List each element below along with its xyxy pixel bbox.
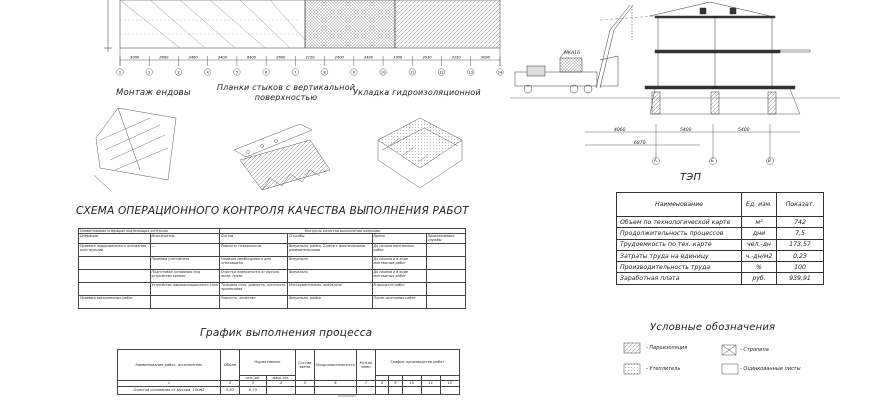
dimension-label: 3150 — [305, 55, 315, 60]
schedule-col-crew: Состав звена — [295, 350, 314, 381]
schedule-index-cell: 1 — [118, 381, 221, 386]
rafters-swatch — [722, 345, 736, 355]
tep-name: Затраты труда на единицу — [617, 250, 742, 261]
schedule-col-shifts: Кол-во смен — [356, 350, 375, 381]
vapor-barrier-swatch — [624, 343, 640, 353]
dimension-label: 3300 — [393, 55, 403, 60]
schedule-cell — [421, 386, 440, 394]
schedule-index-cell: 2 — [221, 381, 240, 386]
control-cell: Очистка поверхности от мусора, пыли, грязи — [220, 269, 288, 282]
section-dim-b: 5400 — [680, 128, 692, 133]
control-cell: Наличие необходимого для огнезащиты — [220, 256, 288, 269]
control-cell — [426, 243, 465, 256]
dimension-label: 3090 — [130, 55, 140, 60]
tep-row — [617, 262, 824, 273]
schedule-cell — [440, 386, 459, 394]
control-row — [79, 282, 466, 295]
control-cell — [150, 295, 220, 308]
tep-header-value: Показат. — [777, 193, 824, 217]
schedule-index-cell: 9 — [389, 381, 402, 386]
schedule-index-cell: 6 — [314, 381, 356, 386]
control-header-left: Наименование операций подлежащих контролю — [79, 229, 220, 234]
schedule-index-cell: 10 — [402, 381, 421, 386]
control-col-header: Операции — [79, 234, 151, 243]
tep-row — [617, 239, 824, 250]
tep-value: 0,23 — [777, 250, 824, 261]
section-axis-a: А — [654, 158, 657, 163]
control-col-header: Время — [372, 234, 426, 243]
dimension-ticks — [120, 56, 500, 67]
control-col-header: Состав — [220, 234, 288, 243]
tep-name: Заработная плата — [617, 273, 742, 284]
tep-table — [616, 192, 824, 285]
control-cell — [426, 256, 465, 269]
axis-label: 7 — [294, 70, 297, 75]
waterproof-sketch — [378, 118, 462, 188]
tep-value: 100 — [777, 262, 824, 273]
section-axis-c: В — [768, 158, 771, 163]
control-title: СХЕМА ОПЕРАЦИОННОГО КОНТРОЛЯ КАЧЕСТВА ВЫПОЛНЕНИЯ РАБОТ — [76, 205, 469, 217]
crane-label: МКА16 — [564, 51, 580, 56]
tep-row — [617, 217, 824, 228]
schedule-cell — [402, 386, 421, 394]
legend-galvanized: - Оцинкованные листы — [740, 366, 801, 372]
dimension-label: 3400 — [188, 55, 198, 60]
caption-valley: Монтаж ендовы — [116, 88, 191, 98]
tep-name: Продолжительность процессов — [617, 228, 742, 239]
schedule-cell — [356, 386, 375, 394]
tep-unit: дни — [742, 228, 777, 239]
schedule-title: График выполнения процесса — [200, 327, 373, 339]
dimension-label: 3030 — [422, 55, 432, 60]
dimension-label: 6400 — [246, 55, 257, 60]
control-cell — [79, 256, 151, 269]
schedule-cell: 0,73 — [240, 386, 267, 394]
caption-planks: Планки стыков с вертикальной поверхностью — [216, 83, 356, 102]
schedule-col-name: Наименование работ, исполнитель — [118, 350, 221, 381]
control-cell: После окончания работ — [372, 295, 426, 308]
axis-label: 9 — [352, 70, 355, 75]
axis-markers — [117, 69, 504, 76]
axis-label: 4 — [206, 70, 209, 75]
legend-insulation: - Утеплитель — [646, 366, 681, 372]
tep-header-unit: Ед. изм. — [742, 193, 777, 217]
schedule-index-cell: 7 — [356, 381, 375, 386]
schedule-cell — [375, 386, 388, 394]
schedule-index-cell: 11 — [421, 381, 440, 386]
control-cell: Приемка подкровельного основания конструкции — [79, 243, 151, 256]
tep-unit: ч.-дн/м2 — [742, 250, 777, 261]
section-axis-b: Б — [711, 158, 714, 163]
roof-plan — [104, 0, 500, 52]
control-cell — [79, 269, 151, 282]
dimension-label: 3150 — [451, 55, 461, 60]
control-col-header: Привлекаемые службы — [426, 234, 465, 243]
schedule-col-graph: График производства работ — [375, 350, 459, 376]
tep-header-name: Наименование — [617, 193, 742, 217]
schedule-cell — [266, 386, 295, 394]
schedule-cell: 5,83 — [221, 386, 240, 394]
crane — [515, 5, 633, 93]
control-header-right: Контроль качества выполнения операции — [220, 229, 466, 234]
dimension-label: 2600 — [276, 55, 286, 60]
control-cell: Подготовка основания под устройство кровли — [150, 269, 220, 282]
tep-value: 7,5 — [777, 228, 824, 239]
control-col-header: Способы — [288, 234, 372, 243]
valley-sketch — [94, 108, 176, 190]
control-cell: Визуально — [288, 256, 372, 269]
axis-label: 8 — [323, 70, 326, 75]
axis-label: 1 — [118, 70, 122, 75]
tep-row — [617, 273, 824, 284]
tep-name: Производительность труда — [617, 262, 742, 273]
legend-vapor-barrier: - Пароизоляция — [646, 345, 688, 351]
control-row — [79, 243, 466, 256]
schedule-col-duration: Продолжительность — [314, 350, 356, 381]
control-cell: Приемка выполненных работ — [79, 295, 151, 308]
schedule-index-cell: 4 — [266, 381, 295, 386]
axis-label: 12 — [439, 70, 444, 75]
axis-label: 10 — [380, 70, 386, 75]
axis-label: 5 — [235, 70, 239, 75]
galvanized-swatch — [722, 364, 738, 374]
control-col-header: Исполнитель — [150, 234, 220, 243]
control-cell — [426, 295, 465, 308]
caption-waterproof: Укладка гидроизоляционной — [353, 88, 481, 97]
schedule-col-norm-a: чел.-дн. — [240, 376, 267, 381]
schedule-table — [117, 349, 460, 395]
tep-row — [617, 228, 824, 239]
tep-name: Объем по технологической карте — [617, 217, 742, 228]
tep-value: 173,57 — [777, 239, 824, 250]
axis-label: 13 — [468, 70, 473, 75]
tep-unit: чел.-дн — [742, 239, 777, 250]
tep-unit: руб. — [742, 273, 777, 284]
axis-label: 3 — [177, 70, 180, 75]
schedule-cell — [314, 386, 356, 394]
tep-row — [617, 250, 824, 261]
schedule-index-cell: 3 — [240, 381, 267, 386]
control-cell: Инструментально, визуально — [288, 282, 372, 295]
section-dim-total: 6870 — [634, 141, 646, 146]
tep-title: ТЭП — [680, 172, 702, 183]
control-cell: До начала монтажных работ — [372, 243, 426, 256]
planks-sketch — [234, 124, 330, 190]
schedule-col-norm-b: маш.-см. — [266, 376, 295, 381]
schedule-cell: Очистка основания от мусора, 100м2 — [118, 386, 221, 394]
dimension-label: 3090 — [480, 55, 490, 60]
control-cell: — — [150, 243, 220, 256]
legend-rafters: - Стропила — [740, 347, 769, 353]
building-section — [510, 2, 840, 114]
control-row — [79, 295, 466, 308]
axis-label: 6 — [265, 70, 268, 75]
control-cell: Ровность, качество — [220, 295, 288, 308]
control-cell: Приемка утеплителя — [150, 256, 220, 269]
schedule-col-norm: Нормативные — [240, 350, 296, 376]
control-cell: Визуально — [288, 269, 372, 282]
tep-unit: % — [742, 262, 777, 273]
axis-label: 11 — [410, 70, 415, 75]
control-cell: В процессе работ — [372, 282, 426, 295]
control-cell: Визуально, рейка — [288, 295, 372, 308]
control-cell: До начала и в ходе монтажных работ — [372, 256, 426, 269]
tep-value: 742 — [777, 217, 824, 228]
control-cell: До начала и в ходе монтажных работ — [372, 269, 426, 282]
control-cell: Визуально, рейка, 2-метр с фактическими измерительными — [288, 243, 372, 256]
control-cell: Ровность поверхности — [220, 243, 288, 256]
dimension-label: 3400 — [217, 55, 227, 60]
schedule-index-cell: 5 — [295, 381, 314, 386]
control-table — [78, 228, 466, 309]
control-cell — [79, 282, 151, 295]
axis-label: 14 — [497, 70, 503, 75]
section-dim-a: 4060 — [614, 128, 626, 133]
schedule-index-cell: 8 — [375, 381, 388, 386]
control-row — [79, 256, 466, 269]
schedule-cell — [295, 386, 314, 394]
control-cell: Толщина слоя, ровность, плотность прилегания — [220, 282, 288, 295]
dimension-label: 2400 — [334, 55, 344, 60]
control-row — [79, 269, 466, 282]
tep-name: Трудоемкость по тех. карте — [617, 239, 742, 250]
section-dim-c: 5400 — [738, 128, 750, 133]
tep-value: 939,91 — [777, 273, 824, 284]
insulation-swatch — [624, 364, 640, 374]
schedule-cell — [389, 386, 402, 394]
schedule-index-cell: 12 — [440, 381, 459, 386]
control-cell — [426, 282, 465, 295]
schedule-col-volume: Объем — [221, 350, 240, 381]
dimension-label: 3400 — [363, 55, 374, 60]
control-cell — [426, 269, 465, 282]
dimension-label: 2600 — [159, 55, 169, 60]
control-cell: Устройство пароизоляционного слоя — [150, 282, 220, 295]
legend-title: Условные обозначения — [650, 322, 776, 333]
tep-unit: м² — [742, 217, 777, 228]
axis-label: 2 — [148, 70, 151, 75]
